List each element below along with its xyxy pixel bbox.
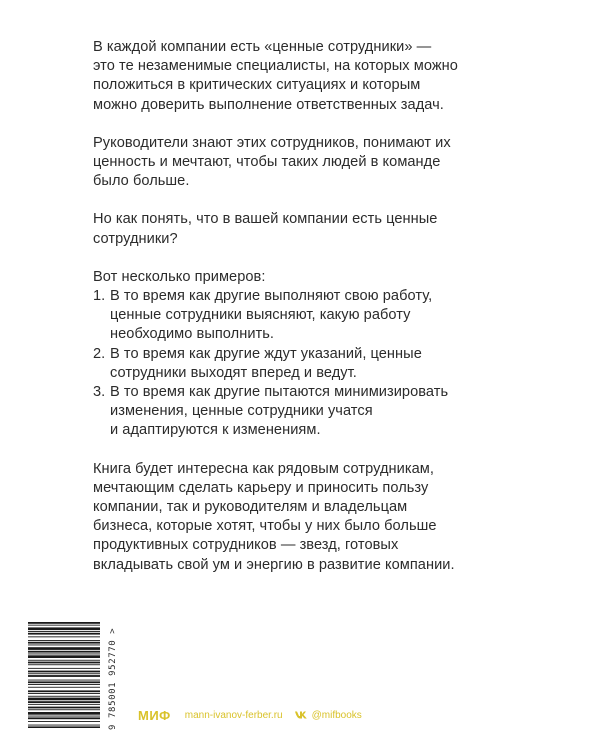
barcode-bar [28, 631, 100, 632]
barcode-bar [28, 707, 100, 709]
list-intro: Вот несколько примеров: [93, 268, 266, 285]
barcode-bar [28, 668, 100, 669]
barcode-bar [28, 684, 100, 685]
barcode-bar [28, 640, 100, 641]
barcode-bar [28, 687, 100, 688]
paragraph-intro: В каждой компании есть «ценные сотрудники» — это те незаменимые специалисты, на которых можно положиться в критических ситуациях и которым можно доверить выполнение ответственных задач. [93, 39, 458, 113]
barcode-bar [28, 681, 100, 683]
barcode-bar [28, 673, 100, 674]
barcode-bar [28, 660, 100, 661]
barcode-bar [28, 627, 100, 630]
barcode-bar [28, 675, 100, 677]
barcode-bar [28, 717, 100, 719]
paragraph-question: Но как понять, что в вашей компании есть ценные сотрудники? [93, 211, 438, 247]
barcode-bar [28, 701, 100, 703]
publisher-site-link[interactable]: mann-ivanov-ferber.ru [184, 709, 283, 721]
barcode-bar [28, 651, 100, 653]
barcode-bar [28, 645, 100, 646]
barcode-bar [28, 704, 100, 705]
barcode-bar [28, 633, 100, 635]
barcode-bar [28, 662, 100, 664]
barcode-bar [28, 712, 100, 715]
paragraph-managers: Руководители знают этих сотрудников, понимают их ценность и мечтают, чтобы таких людей в команде было больше. [93, 134, 451, 190]
barcode-bar [28, 671, 100, 673]
barcode-bar [28, 647, 100, 650]
isbn-barcode [28, 622, 128, 730]
barcode-bar [28, 664, 100, 665]
barcode-bar [28, 680, 100, 681]
barcode-bar [28, 655, 100, 658]
list-item: 1. В то время как другие выполняют свою работу, ценные сотрудники выясняют, какую работу необходимо выполнить. [93, 288, 433, 343]
vk-icon[interactable] [295, 711, 307, 719]
isbn-digits: 9 785001 952770 > [108, 627, 118, 730]
publisher-footer [138, 704, 362, 726]
barcode-bar [28, 642, 100, 644]
barcode-bar [28, 726, 100, 728]
barcode-bar [28, 709, 100, 710]
barcode-bar [28, 716, 100, 717]
examples-list [93, 287, 513, 441]
barcode-bar [28, 696, 100, 697]
barcode-bar [28, 725, 100, 726]
list-item: 2. В то время как другие ждут указаний, ценные сотрудники выходят вперед и ведут. [93, 345, 422, 381]
list-item: 3. В то время как другие пытаются минимизировать изменения, ценные сотрудники учатся и адаптируются к изменениям. [93, 384, 449, 439]
barcode-bar [28, 625, 100, 626]
social-handle-link[interactable]: @mifbooks [311, 709, 362, 721]
barcode-bar [28, 721, 100, 722]
barcode-bar [28, 698, 100, 701]
barcode-bar [28, 654, 100, 655]
publisher-logo: МИФ [138, 707, 171, 723]
paragraph-audience: Книга будет интересна как рядовым сотрудникам, мечтающим сделать карьеру и приносить пользу компании, так и руководителям и владельцам бизнеса, которые хотят, чтобы у них было больше продуктивных сотрудников — звезд, готовых вкладывать свой ум и энергию в развитие компании. [93, 460, 455, 573]
barcode-bar [28, 690, 100, 692]
back-cover-text [93, 38, 513, 575]
barcode-bar [28, 693, 100, 694]
barcode-bar [28, 636, 100, 637]
barcode-bars [28, 622, 100, 728]
barcode-bar [28, 622, 100, 624]
